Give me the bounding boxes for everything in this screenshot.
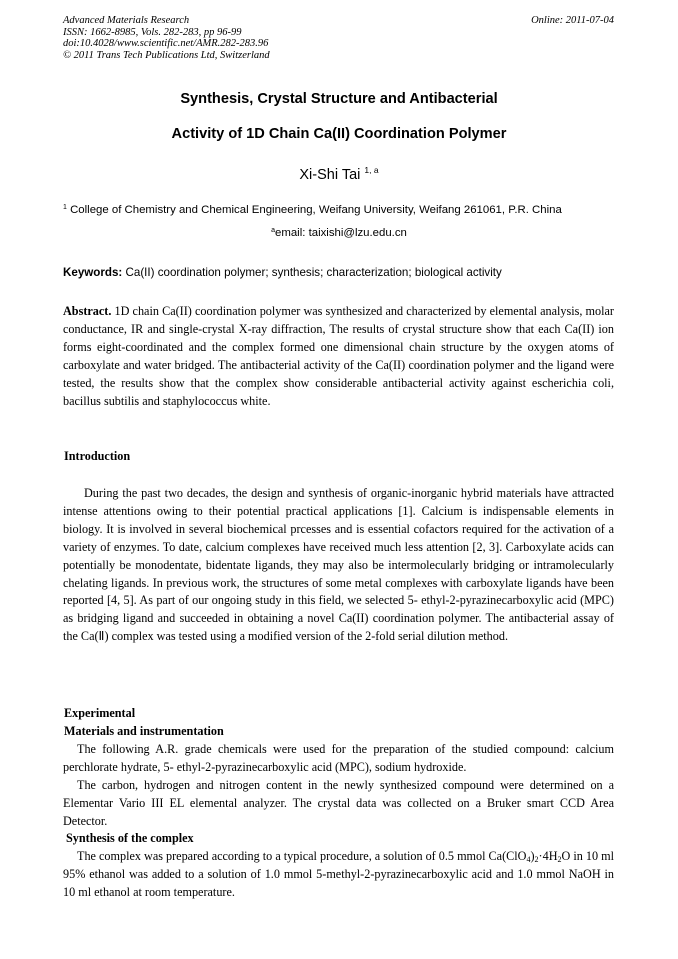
keywords-label: Keywords:: [63, 266, 123, 279]
introduction-text: During the past two decades, the design and synthesis of organic-inorganic hybrid materials have attracted intense attentions owing to their potential practical applications [1]. Calcium is indispensable elements in biology. It is involved in several biochemical prcesses and is essential cofactors required for the activation of a variety of enzymes. To date, calcium complexes have received much less attention [2, 3]. Carboxylate acids can potentially be monodentate, bidentate ligands, they may also be intermolecularly bridging or intramolecularly chelating ligands. In previous work, the structures of some metal complexes with carboxylate ligands have been reported [4, 5]. As part of our ongoing study in this field, we selected 5- ethyl-2-pyrazinecarboxylic acid (MPC) as bridging ligand and succeeded in obtaining a novel Ca(II) coordination polymer. The antibacterial assay of the Ca(Ⅱ) complex was tested using a modified version of the 2-fold serial dilution method.: [63, 486, 614, 644]
abstract-text: 1D chain Ca(II) coordination polymer was synthesized and characterized by elemental analysis, molar conductance, IR and single-crystal X-ray diffraction, The results of crystal structure show that each Ca(II) ion forms eight-coordinated and the complex formed one dimensional chain structure by the oxygen atoms of carboxylate and water bridged. The antibacterial activity of the Ca(II) coordination polymer and the ligand were tested, the results show that the complex show considerable antibacterial activity against escherichia coli, bacillus subtilis and staphylococcus white.: [63, 304, 614, 408]
materials-paragraph-1: The following A.R. grade chemicals were used for the preparation of the studied compound: calcium perchlorate hydrate, 5- ethyl-2-pyrazinecarboxylic acid (MPC), sodium hydroxide.: [63, 742, 614, 774]
keywords-text: Ca(II) coordination polymer; synthesis; characterization; biological activity: [122, 266, 502, 279]
journal-name: Advanced Materials Research: [63, 15, 190, 26]
abstract: [63, 303, 614, 410]
materials-paragraph-2: The carbon, hydrogen and nitrogen content in the newly synthesized compound were determined on a Elementar Vario III EL elemental analyzer. The crystal data was collected on a Bruker smart CCD Area Detector.: [63, 778, 614, 828]
synthesis-text-c: ·4H: [538, 849, 558, 863]
synthesis-sub-1: 4: [526, 855, 531, 864]
author-email: [0, 227, 678, 239]
author-name: Xi-Shi Tai: [299, 167, 365, 183]
synthesis-paragraph: [63, 848, 614, 902]
synthesis-text-d: O in 10 ml 95% ethanol was added to a solution of 1.0 mmol 5-methyl-2-pyrazinecarboxylic acid and 1.0 mmol NaOH in 10 ml ethanol at room temperature.: [63, 849, 614, 899]
paper-title-line-1: Synthesis, Crystal Structure and Antibacterial: [180, 91, 498, 107]
synthesis-sub-3: 2: [557, 855, 562, 864]
abstract-label: Abstract.: [63, 304, 112, 318]
affiliation-marker: 1: [63, 204, 67, 211]
introduction-heading: Introduction: [64, 449, 131, 463]
synthesis-heading: Synthesis of the complex: [66, 831, 194, 845]
doi-line: doi:10.4028/www.scientific.net/AMR.282-283.96: [63, 38, 269, 50]
synthesis-sub-2: 2: [534, 855, 539, 864]
copyright-line: © 2011 Trans Tech Publications Ltd, Switzerland: [63, 49, 270, 61]
experimental-heading: Experimental: [64, 706, 136, 720]
email-marker: a: [271, 227, 276, 234]
author-affiliation-marker: 1, a: [364, 165, 379, 175]
synthesis-text-a: The complex was prepared according to a typical procedure, a solution of 0.5 mmol Ca(ClO: [77, 849, 527, 863]
issn-line: ISSN: 1662-8985, Vols. 282-283, pp 96-99: [63, 26, 242, 38]
journal-header: [63, 15, 270, 61]
email-text: email: taixishi@lzu.edu.cn: [275, 227, 407, 239]
author: [0, 165, 678, 183]
synthesis-text-b: ): [530, 849, 535, 863]
paper-title-line-2: Activity of 1D Chain Ca(II) Coordination Polymer: [171, 126, 507, 142]
materials-heading: Materials and instrumentation: [64, 724, 224, 738]
online-date: Online: 2011-07-04: [531, 15, 614, 26]
keywords: [63, 266, 502, 279]
affiliation: [63, 204, 562, 216]
affiliation-text: College of Chemistry and Chemical Engineering, Weifang University, Weifang 261061, P.R. China: [66, 204, 562, 216]
